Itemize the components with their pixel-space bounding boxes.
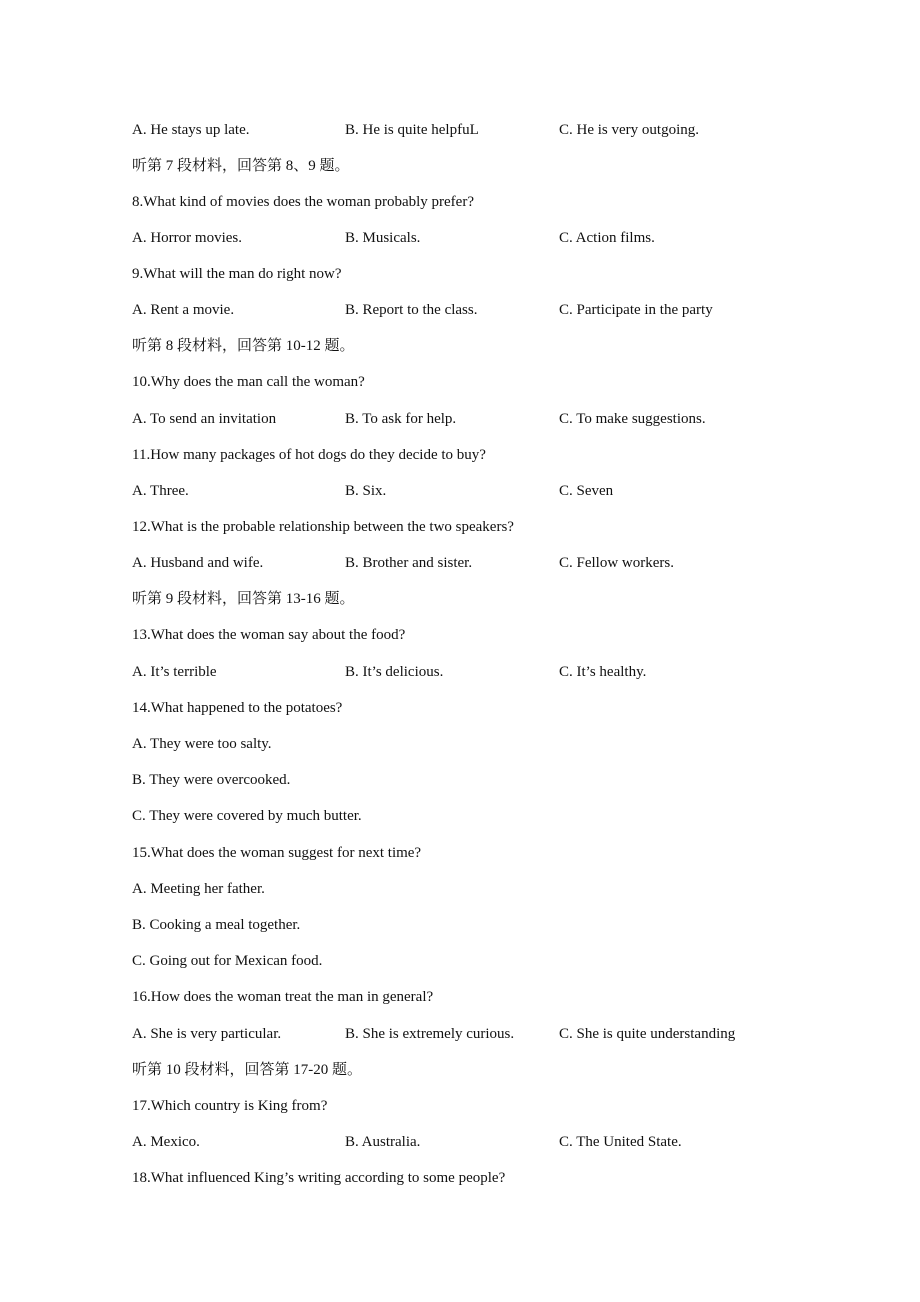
section-8-heading: 听第 8 段材料，回答第 10-12 题。 (132, 338, 355, 354)
q14-option-b: B. They were overcooked. (132, 772, 291, 788)
q16-option-c: C. She is quite understanding (559, 1026, 736, 1042)
q14-option-a: A. They were too salty. (132, 736, 272, 752)
q11-option-b: B. Six. (345, 483, 387, 499)
q17-option-c: C. The United State. (559, 1134, 682, 1150)
q13-option-b: B. It’s delicious. (345, 664, 444, 680)
q15-question: 15.What does the woman suggest for next time? (132, 845, 422, 861)
q7-option-a: A. He stays up late. (132, 122, 250, 138)
q13-question: 13.What does the woman say about the food? (132, 627, 406, 643)
q17-question: 17.Which country is King from? (132, 1098, 328, 1114)
q14-option-c: C. They were covered by much butter. (132, 808, 362, 824)
q18-question: 18.What influenced King’s writing according to some people? (132, 1170, 506, 1186)
q12-option-b: B. Brother and sister. (345, 555, 473, 571)
q9-option-a: A. Rent a movie. (132, 302, 235, 318)
q8-option-b: B. Musicals. (345, 230, 421, 246)
q10-question: 10.Why does the man call the woman? (132, 374, 365, 390)
q13-option-c: C. It’s healthy. (559, 664, 647, 680)
q12-option-a: A. Husband and wife. (132, 555, 264, 571)
q7-option-b: B. He is quite helpfuL (345, 122, 479, 138)
q10-option-a: A. To send an invitation (132, 411, 277, 427)
q17-option-a: A. Mexico. (132, 1134, 200, 1150)
q9-option-c: C. Participate in the party (559, 302, 713, 318)
section-7-heading: 听第 7 段材料，回答第 8、9 题。 (132, 158, 350, 174)
q12-option-c: C. Fellow workers. (559, 555, 674, 571)
q8-question: 8.What kind of movies does the woman probably prefer? (132, 194, 474, 210)
q13-option-a: A. It’s terrible (132, 664, 217, 680)
q15-option-a: A. Meeting her father. (132, 881, 265, 897)
q11-question: 11.How many packages of hot dogs do they decide to buy? (132, 447, 486, 463)
q10-option-b: B. To ask for help. (345, 411, 457, 427)
q8-option-a: A. Horror movies. (132, 230, 242, 246)
q16-question: 16.How does the woman treat the man in general? (132, 989, 434, 1005)
q9-question: 9.What will the man do right now? (132, 266, 342, 282)
q11-option-c: C. Seven (559, 483, 614, 499)
q10-option-c: C. To make suggestions. (559, 411, 706, 427)
q7-option-c: C. He is very outgoing. (559, 122, 699, 138)
q14-question: 14.What happened to the potatoes? (132, 700, 343, 716)
q17-option-b: B. Australia. (345, 1134, 421, 1150)
q15-option-c: C. Going out for Mexican food. (132, 953, 323, 969)
q16-option-a: A. She is very particular. (132, 1026, 282, 1042)
section-10-heading: 听第 10 段材料，回答第 17-20 题。 (132, 1062, 362, 1078)
q16-option-b: B. She is extremely curious. (345, 1026, 515, 1042)
q9-option-b: B. Report to the class. (345, 302, 478, 318)
q15-option-b: B. Cooking a meal together. (132, 917, 301, 933)
q11-option-a: A. Three. (132, 483, 189, 499)
q8-option-c: C. Action films. (559, 230, 655, 246)
q12-question: 12.What is the probable relationship between the two speakers? (132, 519, 514, 535)
section-9-heading: 听第 9 段材料，回答第 13-16 题。 (132, 591, 355, 607)
